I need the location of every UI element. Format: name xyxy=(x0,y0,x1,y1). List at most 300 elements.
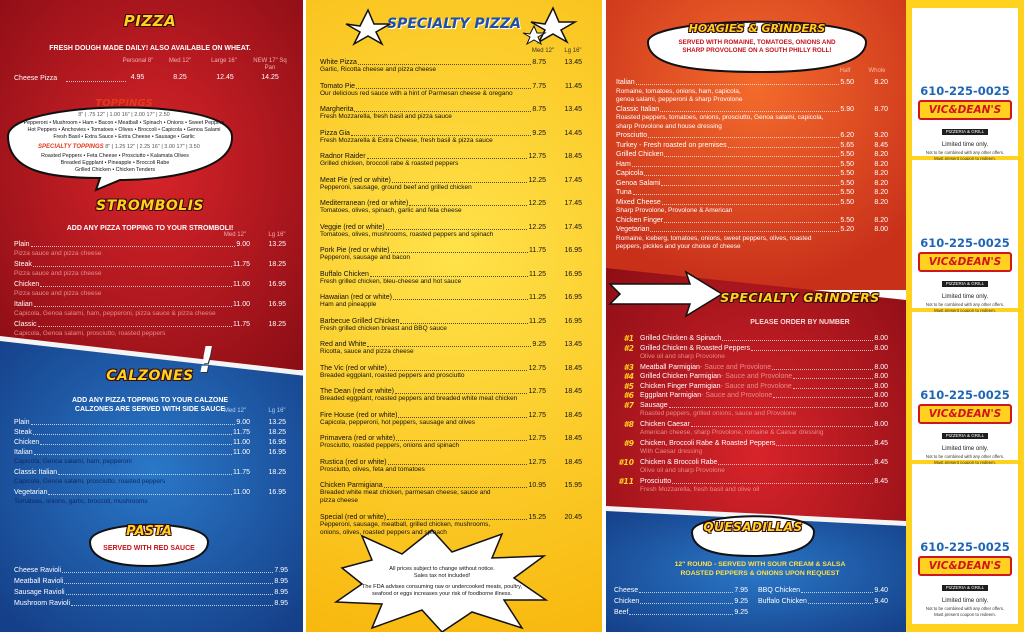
dot-leader xyxy=(392,176,528,183)
pizza-title: PIZZA xyxy=(123,12,177,30)
item-name: Vegetarian xyxy=(14,489,48,496)
specialty-toppings-prices: 8" | 1.25 12" | 2.25 16" | 3.00 17" | 3.50 xyxy=(105,144,200,150)
item-price: 12.25 xyxy=(528,176,546,184)
grinder-row xyxy=(640,372,888,381)
item-price-large: 11.45 xyxy=(565,82,582,90)
item-name: Italian xyxy=(14,449,33,456)
item-name: Pork Pie (red or white) xyxy=(320,247,390,254)
coupon-phone: 610-225-0025 xyxy=(920,388,1010,402)
grinder-row xyxy=(640,363,888,372)
notice-line: seafood or eggs increases your risk of foodborne illness. xyxy=(372,591,512,597)
size-header-med: Med 12" xyxy=(168,58,192,64)
item-name: Classic xyxy=(14,321,37,328)
dot-leader xyxy=(64,577,273,584)
item-price-large: 8.20 xyxy=(874,189,888,196)
item-price-large: 18.45 xyxy=(564,411,582,419)
pizza-subtitle: FRESH DOUGH MADE DAILY! ALSO AVAILABLE ON WHEAT. xyxy=(49,45,251,52)
pasta-row xyxy=(14,588,288,597)
cheese-pizza-row xyxy=(14,74,57,83)
col-header-med: Med 12" xyxy=(223,408,247,414)
hoagies-title: HOAGIES & GRINDERS xyxy=(688,22,826,35)
pasta-row xyxy=(14,566,288,575)
item-name: Cheese Ravioli xyxy=(14,567,62,574)
item-price: 11.75 xyxy=(233,321,250,328)
dot-leader xyxy=(33,260,232,267)
item-description: With Caesar dressing xyxy=(640,448,703,455)
item-price-large: 15.95 xyxy=(564,482,582,489)
item-price-large: 8.00 xyxy=(874,226,888,233)
item-name: Red and White xyxy=(320,341,367,348)
hoagie-row xyxy=(616,216,854,225)
item-price: 5.50 xyxy=(840,198,854,206)
grinder-row xyxy=(640,458,888,467)
item-description: onions, olives, roasted peppers and spinach xyxy=(320,528,447,536)
item-name: Chicken Caesar xyxy=(640,420,690,428)
dot-leader xyxy=(801,586,873,593)
dot-leader xyxy=(661,179,839,186)
item-price: 9.25 xyxy=(734,598,748,605)
size-header-personal: Personal 8" xyxy=(122,58,154,64)
item-price: 5.90 xyxy=(840,105,854,113)
item-name: Chicken xyxy=(14,439,40,446)
dot-leader xyxy=(751,344,873,351)
item-name: Veggie (red or white) xyxy=(320,223,385,231)
logo-tagline: PIZZERIA & GRILL xyxy=(942,433,989,439)
quesadilla-row xyxy=(758,586,888,595)
dot-leader xyxy=(388,364,528,371)
pasta-subtitle: SERVED WITH RED SAUCE xyxy=(103,545,195,552)
item-price: 9.25 xyxy=(734,609,748,616)
dot-leader xyxy=(367,340,531,347)
item-price-large: 9.20 xyxy=(874,132,888,139)
dot-leader xyxy=(31,418,236,425)
item-name: Steak xyxy=(14,261,32,268)
item-description: sharp Provolone and house dressing xyxy=(616,122,722,130)
item-name: Chicken Finger Parmigian xyxy=(640,382,721,390)
stromboli-row xyxy=(14,300,250,309)
item-name: Grilled Chicken Parmigian xyxy=(640,373,721,380)
item-price: 11.25 xyxy=(529,294,546,301)
dot-leader xyxy=(669,401,874,408)
item-name: Tuna xyxy=(616,189,632,196)
item-price-large: 8.20 xyxy=(874,179,888,187)
item-price: 7.95 xyxy=(274,567,288,574)
price-pan: 14.25 xyxy=(261,74,279,81)
grinder-number: #7 xyxy=(623,400,634,410)
dot-leader xyxy=(776,439,873,446)
item-name: Sausage xyxy=(640,401,668,409)
item-description: Sharp Provolone, Provolone & American xyxy=(616,207,733,214)
item-description: Breaded eggplant, roasted peppers and breaded white meat chicken xyxy=(320,395,518,402)
col-header-med: Med 12" xyxy=(223,232,247,238)
item-description: Capicola, pepperoni, hot peppers, sausage and olives xyxy=(320,418,476,426)
stromboli-row xyxy=(14,280,250,289)
toppings-line: Pepperoni • Mushroom • Ham • Bacon • Meatball • Spinach • Onions • Sweet Peppers xyxy=(23,120,225,126)
item-description: Fresh Mozzarella & Extra Cheese, fresh basil & pizza sauce xyxy=(320,136,493,144)
item-price: 5.65 xyxy=(840,141,854,149)
grinder-number: #5 xyxy=(623,381,634,391)
item-name: Beef xyxy=(614,609,629,616)
item-price: 5.50 xyxy=(840,216,854,224)
specialty-pizza-title: SPECIALTY PIZZA xyxy=(387,16,521,32)
item-description: Breaded eggplant, roasted peppers and prosciutto xyxy=(320,371,465,379)
item-name: Chicken, Broccoli Rabe & Roasted Peppers xyxy=(640,439,776,447)
item-description: Garlic, Ricotta cheese and pizza cheese xyxy=(320,66,436,73)
item-name: Chicken Parmigiana xyxy=(320,482,383,489)
item-name: Mediterranean (red or white) xyxy=(320,200,409,207)
pasta-row xyxy=(14,599,288,608)
strombolis-title: STROMBOLIS xyxy=(95,198,205,214)
subtitle-line: SERVED WITH ROMAINE, TOMATOES, ONIONS AND xyxy=(678,39,836,46)
hoagie-row xyxy=(616,169,854,178)
calzone-row xyxy=(14,418,250,427)
fine-print: Not to be combined with any other offers. xyxy=(925,606,1005,611)
dot-leader xyxy=(633,188,840,195)
specialty-grinders-title: SPECIALTY GRINDERS xyxy=(720,290,880,305)
item-price: 8.00 xyxy=(874,344,888,352)
item-name: Barbecue Grilled Chicken xyxy=(320,317,400,325)
dot-leader xyxy=(358,58,531,65)
item-price: 12.25 xyxy=(528,223,546,231)
item-price-large: 8.20 xyxy=(874,170,888,177)
item-name: Eggplant Parmigian xyxy=(640,392,702,399)
hoagie-row xyxy=(616,198,854,207)
item-price: 5.50 xyxy=(840,189,854,196)
item-description: Capicola, Genoa salami, prosciutto, roasted peppers xyxy=(14,478,166,485)
item-description: Tomatoes, olives, mushrooms, roasted peppers and spinach xyxy=(320,230,494,238)
item-price: 7.75 xyxy=(532,82,546,90)
item-name: Chicken Finger xyxy=(616,216,664,224)
item-name: Tomato Pie xyxy=(320,82,356,90)
item-name: Sausage Ravioli xyxy=(14,589,65,596)
item-price: 9.40 xyxy=(874,587,888,594)
item-description: Fresh Mozzarella, fresh basil and pizza sauce xyxy=(320,113,452,120)
notice-line: All prices subject to change without notice. xyxy=(389,566,495,572)
item-price-large: 13.25 xyxy=(268,241,286,248)
dot-leader xyxy=(664,216,839,223)
item-extra: - Sauce and Provolone xyxy=(720,382,792,390)
item-price: 11.25 xyxy=(529,270,546,278)
item-description: Pizza sauce and pizza cheese xyxy=(14,250,102,257)
item-name: White Pizza xyxy=(320,59,357,66)
hoagie-row xyxy=(616,188,854,197)
item-price-large: 18.25 xyxy=(268,261,286,268)
item-price-large: 8.20 xyxy=(874,151,888,158)
coupon-phone: 610-225-0025 xyxy=(920,540,1010,554)
hoagie-row xyxy=(616,78,854,87)
item-price: 6.20 xyxy=(840,132,854,139)
dot-leader xyxy=(354,105,531,112)
item-description: Ricotta, sauce and pizza cheese xyxy=(320,348,414,355)
item-name: Steak xyxy=(14,429,32,436)
hoagie-row xyxy=(616,150,854,159)
dot-leader xyxy=(660,105,839,112)
item-description: Fresh grilled chicken breast and BBQ sauce xyxy=(320,324,447,332)
dot-leader xyxy=(650,225,839,232)
item-price-large: 14.45 xyxy=(564,129,582,137)
item-name: Ham xyxy=(616,160,631,168)
item-price: 8.00 xyxy=(874,382,888,390)
item-description: Roasted peppers, grilled onions, sauce and Provolone xyxy=(640,410,797,417)
item-price: 8.75 xyxy=(532,106,546,113)
grinder-row xyxy=(640,391,888,400)
item-name: Genoa Salami xyxy=(616,179,661,187)
item-description: Grilled chicken, broccoli rabe & roasted peppers xyxy=(320,160,459,167)
item-price-large: 13.45 xyxy=(564,106,582,113)
grinder-row xyxy=(640,334,888,343)
item-name: Grilled Chicken & Roasted Peppers xyxy=(640,344,751,352)
item-price: 8.95 xyxy=(274,578,288,585)
limited-time-text: Limited time only. xyxy=(941,446,989,452)
notice-line: Sales tax not included! xyxy=(413,573,471,579)
item-name: Classic Italian xyxy=(616,105,660,113)
dot-leader xyxy=(386,223,528,230)
pasta-title: PASTA xyxy=(126,524,172,539)
col-header-med: Med 12" xyxy=(531,48,555,54)
dot-leader xyxy=(71,599,273,606)
item-price-large: 18.45 xyxy=(564,153,582,160)
item-name: Classic Italian xyxy=(14,469,58,476)
grinder-number: #4 xyxy=(623,372,634,381)
dot-leader xyxy=(636,78,840,85)
dot-leader xyxy=(396,434,527,441)
item-price: 8.00 xyxy=(874,392,888,399)
item-description: Ham and pineapple xyxy=(320,301,377,308)
dot-leader xyxy=(793,372,873,379)
col-header-lg: Lg 16" xyxy=(268,408,286,414)
item-name: Meat Pie (red or white) xyxy=(320,176,391,184)
coupon-card[interactable] xyxy=(912,160,1018,313)
fine-print: Not to be combined with any other offers. xyxy=(925,150,1005,155)
quesadilla-row xyxy=(614,597,748,606)
fine-print: Not to be combined with any other offers. xyxy=(925,454,1005,459)
dot-leader xyxy=(391,246,528,253)
item-name: Meatball Parmigian xyxy=(640,363,700,371)
dot-leader xyxy=(58,468,232,475)
price-personal: 4.95 xyxy=(130,74,145,81)
item-price: 9.25 xyxy=(532,341,546,348)
limited-time-text: Limited time only. xyxy=(941,294,989,300)
dot-leader xyxy=(40,280,232,287)
item-price: 8.00 xyxy=(874,363,888,371)
dot-leader xyxy=(388,458,528,465)
item-description: Olive oil and sharp Provolone xyxy=(640,467,725,474)
item-name: BBQ Chicken xyxy=(758,587,801,594)
item-price: 5.50 xyxy=(840,151,854,158)
item-name: Buffalo Chicken xyxy=(320,270,369,278)
item-name: Hawaiian (red or white) xyxy=(320,294,392,301)
item-price-large: 18.45 xyxy=(564,388,582,395)
calzone-row xyxy=(14,468,250,477)
item-price-large: 16.95 xyxy=(268,439,286,446)
item-price: 11.00 xyxy=(233,281,250,288)
dot-leader xyxy=(356,82,531,89)
item-price: 5.50 xyxy=(840,179,854,187)
dot-leader xyxy=(62,566,273,573)
subtitle-line: SHARP PROVOLONE ON A SOUTH PHILLY ROLL! xyxy=(682,47,832,54)
grinder-number: #6 xyxy=(623,391,634,400)
item-price-large: 13.45 xyxy=(564,341,582,348)
item-description: Fresh Mozzarella, fresh basil and olive oil xyxy=(640,486,760,493)
hoagies-subtitle xyxy=(642,39,872,55)
dot-leader xyxy=(351,129,531,136)
dot-leader xyxy=(370,270,528,277)
coupon-card[interactable] xyxy=(912,312,1018,465)
item-price-large: 17.45 xyxy=(564,223,582,231)
item-name: Capicola xyxy=(616,170,644,177)
quesadillas-title: QUESADILLAS xyxy=(703,520,803,534)
item-price-large: 18.45 xyxy=(564,458,582,466)
item-name: Primavera (red or white) xyxy=(320,435,396,442)
item-description: genoa salami, pepperoni & sharp Provolone xyxy=(616,96,743,103)
dot-leader xyxy=(398,411,527,418)
dot-leader xyxy=(728,141,840,148)
grinder-number: #8 xyxy=(623,419,634,429)
item-name: Radnor Raider xyxy=(320,153,366,160)
quesadilla-row xyxy=(758,597,888,606)
grinder-row xyxy=(640,420,888,429)
calzone-row xyxy=(14,428,250,437)
toppings-line: Hot Peppers • Anchovies • Tomatoes • Olives • Broccoli • Capicola • Genoa Salami xyxy=(27,127,221,133)
item-price: 11.75 xyxy=(233,261,250,268)
specialty-toppings-list xyxy=(10,153,220,174)
item-price: 5.20 xyxy=(840,226,854,233)
quesadillas-subtitle xyxy=(620,560,900,578)
notice-text xyxy=(352,566,532,598)
hoagie-row xyxy=(616,160,854,169)
dot-leader xyxy=(400,317,528,324)
item-description: Roasted peppers, tomatoes, onions, prosciutto, Genoa salami, capicola, xyxy=(616,114,824,121)
item-description: Pepperoni, sausage, meatball, grilled chicken, mushrooms, xyxy=(320,520,491,528)
stromboli-row xyxy=(14,320,250,329)
item-description: Fresh grilled chicken, bleu-cheese and hot sauce xyxy=(320,277,462,285)
item-price-large: 18.45 xyxy=(564,435,582,442)
toppings-list xyxy=(10,120,238,141)
subtitle-line: 12" ROUND - SERVED WITH SOUR CREAM & SALSA xyxy=(674,561,846,568)
item-description: Capicola, Genoa salami, ham, pepperoni xyxy=(14,458,132,465)
item-price-large: 16.95 xyxy=(564,317,582,325)
dot-leader xyxy=(772,363,873,370)
grinder-number: #11 xyxy=(618,476,634,486)
grinder-row xyxy=(640,382,888,391)
item-name: Buffalo Chicken xyxy=(758,598,807,605)
specialty-toppings-title: SPECIALTY TOPPINGS xyxy=(38,144,104,150)
dot-leader xyxy=(66,588,274,595)
item-price: 11.00 xyxy=(233,489,250,496)
item-name: Italian xyxy=(14,301,33,308)
logo-tagline: PIZZERIA & GRILL xyxy=(942,129,989,135)
item-description: Pizza sauce and pizza cheese xyxy=(14,290,102,297)
item-description: Prosciutto, roasted peppers, onions and spinach xyxy=(320,442,460,449)
dot-leader xyxy=(648,131,839,138)
dot-leader xyxy=(629,608,733,615)
toppings-line: Fresh Basil • Extra Sauce • Extra Cheese • Sausage • Garlic xyxy=(53,134,195,140)
item-price: 12.75 xyxy=(528,388,546,395)
grinder-number: #10 xyxy=(618,457,634,467)
item-price: 12.25 xyxy=(528,200,546,207)
item-price-large: 8.70 xyxy=(874,105,888,113)
logo-tagline: PIZZERIA & GRILL xyxy=(942,585,989,591)
calzone-row xyxy=(14,438,250,447)
item-description: Olive oil and sharp Provolone xyxy=(640,353,725,360)
item-price-large: 17.45 xyxy=(564,200,582,207)
dot-leader xyxy=(33,428,232,435)
hoagie-row xyxy=(616,131,854,140)
item-description: Tomatoes, olives, spinach, garlic and feta cheese xyxy=(320,207,462,214)
coupon-card[interactable] xyxy=(912,8,1018,161)
grinder-number: #2 xyxy=(623,343,634,353)
fine-print: Must present coupon to redeem. xyxy=(934,459,996,465)
item-price-large: 18.25 xyxy=(268,469,286,476)
item-price-large: 16.95 xyxy=(268,449,286,456)
dot-leader xyxy=(632,160,840,167)
item-description: Pepperoni, sausage, ground beef and grilled chicken xyxy=(320,183,472,191)
item-price-large: 8.20 xyxy=(874,79,888,86)
grinder-row xyxy=(640,401,888,410)
fine-print: Must present coupon to redeem. xyxy=(934,155,996,161)
item-name: Grilled Chicken xyxy=(616,151,664,158)
price-large: 12.45 xyxy=(216,74,234,81)
item-description: Capicola, Genoa salami, prosciutto, roasted peppers xyxy=(14,330,166,337)
hoagie-row xyxy=(616,179,854,188)
item-name: Plain xyxy=(14,419,30,426)
item-description: Pepperoni, sausage and bacon xyxy=(320,254,410,261)
item-name: The Dean (red or white) xyxy=(320,388,394,395)
item-name: Fire House (red or white) xyxy=(320,411,398,419)
dot-leader xyxy=(662,198,840,205)
vic-deans-logo: VIC&DEAN'S xyxy=(918,556,1012,576)
item-description: American cheese, sharp Provolone, romaine & Caesar dressing xyxy=(640,429,824,436)
stromboli-row xyxy=(14,240,250,249)
col-header-lg: Lg 16" xyxy=(268,232,286,238)
dot-leader xyxy=(384,481,528,488)
vic-deans-logo: VIC&DEAN'S xyxy=(918,404,1012,424)
item-price-large: 8.45 xyxy=(874,141,888,149)
dot-leader xyxy=(640,597,733,604)
item-price: 5.50 xyxy=(840,79,854,86)
item-description: Romaine, tomatoes, onions, ham, capicola, xyxy=(616,87,741,95)
grinder-row xyxy=(640,344,888,353)
item-description: Capicola, Genoa salami, ham, pepperoni, pizza sauce & pizza cheese xyxy=(14,310,216,317)
vic-deans-logo: VIC&DEAN'S xyxy=(918,100,1012,120)
item-name: Grilled Chicken & Spinach xyxy=(640,335,722,342)
grinder-number: #9 xyxy=(623,438,634,448)
item-price-large: 16.95 xyxy=(564,247,582,254)
fine-print: Must present coupon to redeem. xyxy=(934,611,996,617)
item-price: 12.75 xyxy=(528,411,546,419)
quesadilla-row xyxy=(614,586,748,595)
item-price-large: 17.45 xyxy=(564,176,582,184)
item-price: 5.50 xyxy=(840,160,854,168)
item-price: 11.00 xyxy=(233,449,250,456)
item-price: 8.00 xyxy=(874,373,888,380)
item-price-large: 18.45 xyxy=(564,364,582,372)
coupon-card[interactable] xyxy=(912,464,1018,624)
item-price: 8.00 xyxy=(874,420,888,428)
dot-leader xyxy=(691,420,874,427)
dot-leader xyxy=(664,150,839,157)
item-price-large: 8.20 xyxy=(874,160,888,168)
hoagie-row xyxy=(616,141,854,150)
col-header-whole: Whole xyxy=(868,68,886,74)
item-price-large: 16.95 xyxy=(268,489,286,496)
item-name: Chicken xyxy=(614,598,640,605)
dot-leader xyxy=(639,586,733,593)
item-name: Vegetarian xyxy=(616,226,650,233)
item-price-large: 20.45 xyxy=(564,513,582,521)
item-name: Margherita xyxy=(320,106,354,113)
item-name: Turkey - Fresh roasted on premises xyxy=(616,141,727,149)
